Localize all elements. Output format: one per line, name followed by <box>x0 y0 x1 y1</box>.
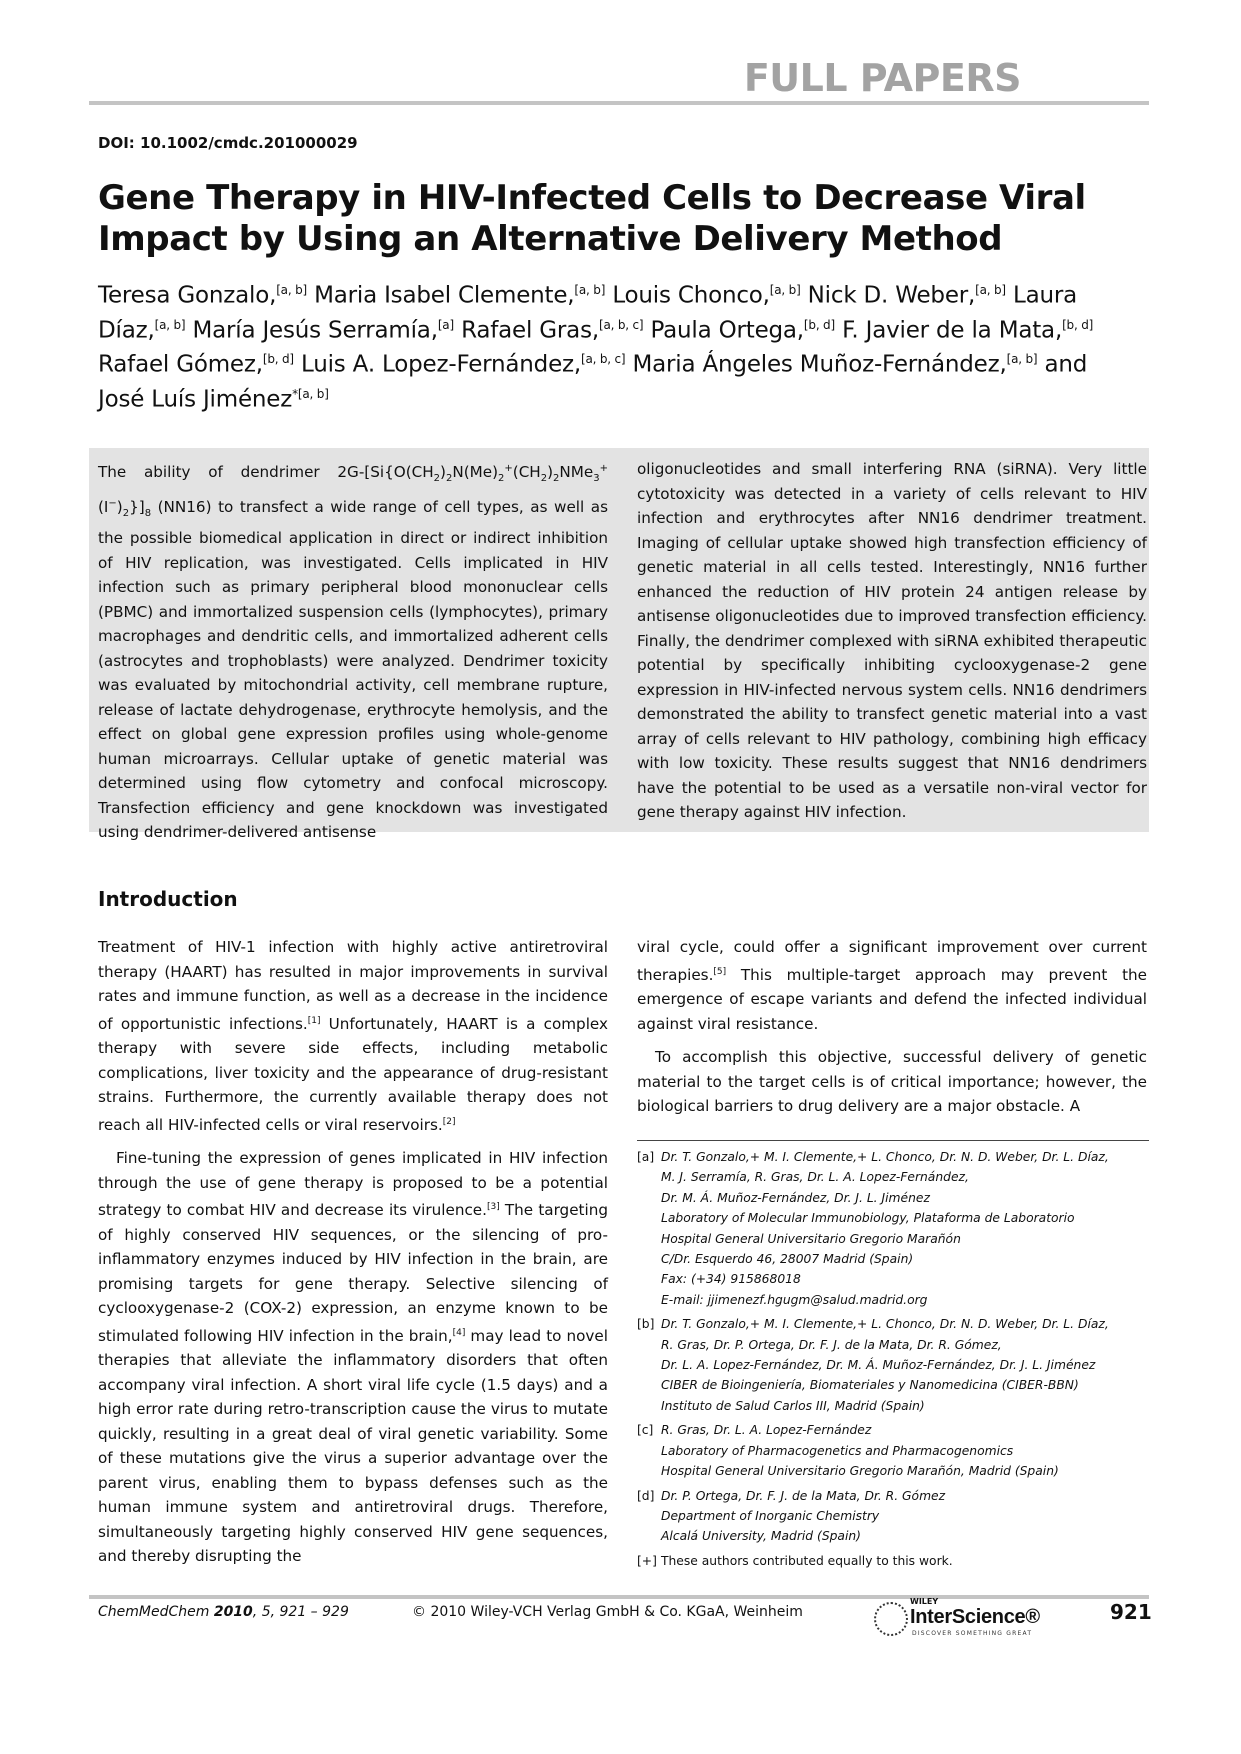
author-name: Laura Díaz, <box>98 282 1078 344</box>
author-affiliation: [b, d] <box>262 352 294 367</box>
footnote-line: Instituto de Salud Carlos III, Madrid (Spain) <box>661 1398 925 1413</box>
author-affiliation: [a, b] <box>1006 352 1038 367</box>
citation-link[interactable]: [2] <box>442 1116 456 1127</box>
footnote-line: Department of Inorganic Chemistry <box>661 1508 880 1523</box>
footnote-line: R. Gras, Dr. L. A. Lopez-Fernández <box>661 1423 872 1438</box>
author-name: Paula Ortega, <box>650 317 804 344</box>
footnote-line: Fax: (+34) 915868018 <box>661 1272 801 1287</box>
citation-link[interactable]: [4] <box>452 1327 466 1338</box>
logo-wiley-text: WILEY <box>910 1597 939 1606</box>
footnote-label: [c] <box>637 1423 654 1438</box>
footnote <box>637 1551 1149 1571</box>
logo-brand-text: InterScience® <box>910 1606 1040 1628</box>
author-affiliation: [a, b] <box>975 283 1006 297</box>
author-affiliation: [a, b] <box>154 317 186 332</box>
interscience-logo <box>874 1596 1054 1642</box>
citation-link[interactable]: [1] <box>307 1015 321 1026</box>
footnote-line: Hospital General Universitario Gregorio Marañón <box>661 1231 961 1246</box>
footnote-line: Dr. P. Ortega, Dr. F. J. de la Mata, Dr. R. Gómez <box>661 1488 946 1503</box>
citation-link[interactable]: [5] <box>713 966 727 977</box>
author-affiliation: *[a, b] <box>292 386 329 401</box>
footnote-rule <box>637 1140 1149 1141</box>
author-affiliation: [a, b, c] <box>598 317 644 332</box>
footnote <box>637 1486 1149 1547</box>
footnote-line: Hospital General Universitario Gregorio Marañón, Madrid (Spain) <box>661 1464 1059 1479</box>
footnote-line: Laboratory of Molecular Immunobiology, Plataforma de Laboratorio <box>661 1211 1075 1226</box>
author-name: Nick D. Weber, <box>807 282 976 309</box>
author-affiliation: [a, b] <box>276 283 307 297</box>
header-rule <box>89 101 1149 105</box>
footnote-line: R. Gras, Dr. P. Ortega, Dr. F. J. de la Mata, Dr. R. Gómez, <box>661 1337 1002 1352</box>
author-list <box>98 276 1138 415</box>
section-tag: FULL PAPERS <box>743 56 1021 100</box>
author-affiliation: [b, d] <box>803 317 835 332</box>
author-affiliation: [a, b, c] <box>581 352 626 367</box>
body-left-column <box>98 935 608 1569</box>
page-number: 921 <box>1110 1600 1152 1624</box>
author-name: María Jesús Serramía, <box>192 317 438 344</box>
abstract-right-column: oligonucleotides and small interfering RNA (siRNA). Very little cytotoxicity was detected in a variety of cells relevant to HIV infection and erythrocytes after NN16 dendrimer treatment. Imaging of cellular uptake showed high transfection efficiency of genetic material in all cells tested. Interestingly, NN16 further enhanced the reduction of HIV protein 24 antigen release by antisense oligonucleotides due to improved transfection efficiency. Finally, the dendrimer complexed with siRNA exhibited therapeutic potential by specifically inhibiting cyclooxygenase-2 gene expression in HIV-infected nervous system cells. NN16 dendrimers demonstrated the ability to transfect genetic material into a vast array of cells relevant to HIV pathology, combining high efficacy with low toxicity. These results suggest that NN16 dendrimers have the potential to be used as a versatile non-viral vector for gene therapy against HIV infection. <box>637 460 1147 821</box>
footnote-line: M. J. Serramía, R. Gras, Dr. L. A. Lopez-Fernández, <box>661 1170 969 1185</box>
globe-icon <box>874 1602 908 1636</box>
footnote-line: Alcalá University, Madrid (Spain) <box>661 1529 861 1544</box>
article-title: Gene Therapy in HIV-Infected Cells to Decrease Viral Impact by Using an Alternative Delivery Method <box>98 178 1086 259</box>
author-name: Maria Isabel Clemente, <box>314 282 575 309</box>
footnote-line: Dr. M. Á. Muñoz-Fernández, Dr. J. L. Jiménez <box>661 1190 930 1205</box>
footnote-line: Dr. T. Gonzalo,+ M. I. Clemente,+ L. Chonco, Dr. N. D. Weber, Dr. L. Díaz, <box>661 1150 1109 1164</box>
affiliation-footnotes <box>637 1147 1149 1575</box>
author-affiliation: [a, b] <box>769 283 801 297</box>
footnote-label: [+] <box>637 1553 657 1568</box>
author-name: Teresa Gonzalo, <box>98 282 277 309</box>
logo-tagline: DISCOVER SOMETHING GREAT <box>912 1630 1033 1637</box>
copyright-notice: © 2010 Wiley-VCH Verlag GmbH & Co. KGaA, Weinheim <box>412 1604 803 1620</box>
footnote-label: [a] <box>637 1150 655 1164</box>
author-name: F. Javier de la Mata, <box>842 317 1063 344</box>
author-name: Rafael Gómez, <box>98 351 263 378</box>
author-name: Luis A. Lopez-Fernández, <box>301 351 581 378</box>
author-affiliation: [b, d] <box>1062 317 1094 332</box>
footnote-line: E-mail: jjimenezf.hgugm@salud.madrid.org <box>661 1292 928 1307</box>
footnote <box>637 1314 1149 1416</box>
author-name: Louis Chonco, <box>612 282 770 309</box>
footnote-line: Dr. T. Gonzalo,+ M. I. Clemente,+ L. Chonco, Dr. N. D. Weber, Dr. L. Díaz, <box>661 1317 1109 1332</box>
footnote-label: [b] <box>637 1317 655 1332</box>
paragraph: To accomplish this objective, successful delivery of genetic material to the target cells is of critical importance; however, the biological barriers to drug delivery are a major obstacle. A <box>637 1048 1147 1116</box>
author-affiliation: [a, b] <box>574 283 606 297</box>
footnote <box>637 1147 1149 1310</box>
footnote-line: Dr. L. A. Lopez-Fernández, Dr. M. Á. Muñoz-Fernández, Dr. J. L. Jiménez <box>661 1358 1096 1373</box>
paragraph: Treatment of HIV-1 infection with highly active antiretroviral therapy (HAART) has resulted in major improvements in survival rates and immune function, as well as a decrease in the incidence of opportunistic infections.[1] Unfortunately, HAART is a complex therapy with severe side effects, including metabolic complications, liver toxicity and the appearance of drug-resistant strains. Furthermore, the currently available therapy does not reach all HIV-infected cells or viral reservoirs.[2] <box>98 938 608 1134</box>
body-right-column <box>637 935 1147 1119</box>
footnote-label: [d] <box>637 1488 655 1503</box>
abstract-left-column: The ability of dendrimer $2G-[Si\{O(CH_2)_2N(Me)_2^+(CH_2)_2NMe_3^+(I^-)_2\}]_8$ (NN16) to transfect a wide range of cell types, as well as the possible biomedical application in direct or indirect inhibition of HIV replication, was investigated. Cells implicated in HIV infection such as primary peripheral blood mononuclear cells (PBMC) and immortalized suspension cells (lymphocytes), primary macrophages and dendritic cells, and immortalized adherent cells (astrocytes and trophoblasts) were analyzed. Dendrimer toxicity was evaluated by mitochondrial activity, cell membrane rupture, release of lactate dehydrogenase, erythrocyte hemolysis, and the effect on global gene expression profiles using whole-genome human microarrays. Cellular uptake of genetic material was determined using flow cytometry and confocal microscopy. Transfection efficiency and gene knockdown was investigated using dendrimer-delivered antisense <box>98 463 608 842</box>
author-affiliation: [a] <box>437 317 454 332</box>
footnote-line: Laboratory of Pharmacogenetics and Pharmacogenomics <box>661 1443 1014 1458</box>
section-heading-introduction: Introduction <box>98 887 238 911</box>
footnote-line: CIBER de Bioingeniería, Biomateriales y Nanomedicina (CIBER-BBN) <box>661 1378 1079 1393</box>
author-name: Rafael Gras, <box>461 317 599 344</box>
author-name: and José Luís Jiménez <box>98 351 1088 413</box>
citation-link[interactable]: [3] <box>486 1202 500 1213</box>
footnote-line: C/Dr. Esquerdo 46, 28007 Madrid (Spain) <box>661 1252 914 1267</box>
paragraph: Fine-tuning the expression of genes implicated in HIV infection through the use of gene therapy is proposed to be a potential strategy to combat HIV and decrease its virulence.[3] The targeting of highly conserved HIV sequences, or the silencing of pro-inflammatory enzymes induced by HIV infection in the brain, are promising targets for gene therapy. Selective silencing of cyclooxygenase-2 (COX-2) expression, an enzyme known to be stimulated following HIV infection in the brain,[4] may lead to novel therapies that alleviate the inflammatory disorders that often accompany viral infection. A short viral life cycle (1.5 days) and a high error rate during retro-transcription cause the virus to mutate quickly, resulting in a great deal of viral genetic variability. Some of these mutations give the virus a superior advantage over the parent virus, enabling them to bypass defenses such as the human immune system and antiretroviral drugs. Therefore, simultaneously targeting highly conserved HIV gene sequences, and thereby disrupting the <box>98 1149 608 1566</box>
footnote-line: These authors contributed equally to this work. <box>661 1553 953 1568</box>
footnote <box>637 1420 1149 1481</box>
doi[interactable]: DOI: 10.1002/cmdc.201000029 <box>98 134 358 152</box>
journal-citation: ChemMedChem 2010, 5, 921 – 929 <box>98 1604 349 1620</box>
author-name: Maria Ángeles Muñoz-Fernández, <box>632 351 1007 378</box>
paragraph: viral cycle, could offer a significant improvement over current therapies.[5] This multiple-target approach may prevent the emergence of escape variants and defend the infected individual against viral resistance. <box>637 938 1147 1033</box>
